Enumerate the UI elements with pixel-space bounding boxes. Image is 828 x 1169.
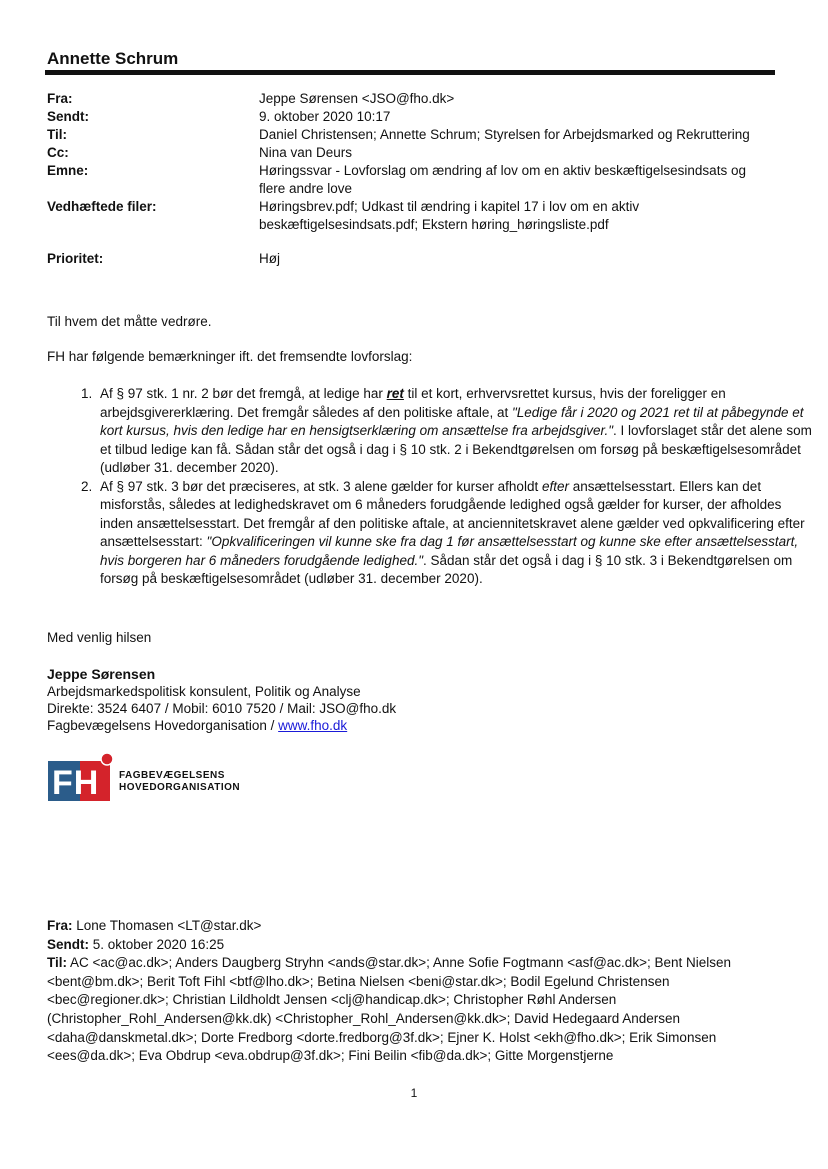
from-value: Jeppe Sørensen <JSO@fho.dk> — [259, 91, 455, 106]
subject-value: Høringssvar - Lovforslag om ændring af lov om en aktiv beskæftigelsesindsats og flere andre love — [259, 163, 746, 196]
header-cc — [47, 144, 777, 162]
forward-sent: Sendt: 5. oktober 2020 16:25 — [47, 936, 225, 952]
header-subject — [47, 162, 777, 198]
emphasis-ret: ret — [386, 386, 404, 401]
signature-name: Jeppe Sørensen — [47, 666, 156, 682]
signature-org: Fagbevægelsens Hovedorganisation / www.fho.dk — [47, 718, 348, 733]
svg-text:FAGBEVÆGELSENS: FAGBEVÆGELSENS — [119, 770, 225, 781]
remarks-list — [47, 385, 818, 589]
quote-1: "Ledige får i 2020 og 2021 ret til at påbegynde et kort kursus, hvis den ledige har en hensigtserklæring om ansættelse fra arbejdsgiver." — [100, 404, 804, 438]
forwarded-header — [47, 917, 777, 1066]
cc-value: Nina van Deurs — [259, 145, 353, 160]
emphasis-efter: efter — [541, 478, 569, 494]
greeting: Til hvem det måtte vedrøre. — [47, 314, 212, 329]
header-from — [47, 90, 777, 108]
header-attachments — [47, 198, 777, 234]
attachments-value: Høringsbrev.pdf; Udkast til ændring i kapitel 17 i lov om en aktiv beskæftigelsesindsats.pdf; Ekstern høring_høringsliste.pdf — [259, 199, 640, 232]
attachments-label: Vedhæftede filer: — [47, 199, 157, 214]
closing: Med venlig hilsen — [47, 630, 152, 645]
subject-label: Emne: — [47, 163, 89, 178]
priority-label: Prioritet: — [47, 251, 104, 266]
intro-paragraph: FH har følgende bemærkninger ift. det fremsendte lovforslag: — [47, 349, 413, 364]
to-value: Daniel Christensen; Annette Schrum; Styrelsen for Arbejdsmarked og Rekruttering — [259, 127, 750, 142]
to-label: Til: — [47, 127, 67, 142]
sender-name: Annette Schrum — [47, 49, 179, 68]
sent-label: Sendt: — [47, 109, 89, 124]
email-header — [47, 90, 777, 268]
forward-from: Fra: Lone Thomasen <LT@star.dk> — [47, 918, 262, 933]
header-priority — [47, 250, 777, 268]
header-sent — [47, 108, 777, 126]
header-to — [47, 126, 777, 144]
svg-text:FH: FH — [52, 764, 100, 802]
remark-item-2: 2. Af § 97 stk. 3 bør det præciseres, at stk. 3 alene gælder for kurser afholdt efter ansættelsesstart. Ellers kan det misforstås, således at ledighedskravet om 6 måneders forudgående ledighed også gælder for kurser, der afholdes inden ansættelsesstart. Det fremgår af den politiske aftale, at anciennitetskravet alene gælder ved opkvalificering efter ansættelsesstart: "Opkvalificeringen vil kunne ske fra dag 1 før ansættelsesstart og kunne ske efter ansættelsesstart, hvis borgeren har 6 måneders forudgående ledighed.". Sådan står det også i dag i § 10 stk. 3 i Bekendtgørelsen om forsøg på beskæftigelsesområdet (udløber 31. december 2020). — [96, 478, 818, 589]
signature-contact: Direkte: 3524 6407 / Mobil: 6010 7520 / Mail: JSO@fho.dk — [47, 701, 397, 716]
fh-logo — [47, 752, 277, 804]
quote-2: "Opkvalificeringen vil kunne ske fra dag 1 før ansættelsesstart og kunne ske efter ansættelsesstart, hvis borgeren har 6 måneders forudgående ledighed." — [100, 534, 799, 568]
signature-title: Arbejdsmarkedspolitisk konsulent, Politik og Analyse — [47, 684, 361, 699]
forward-to: Til: AC <ac@ac.dk>; Anders Daugberg Stryhn <ands@star.dk>; Anne Sofie Fogtmann <asf@ac.dk>; Bent Nielsen <bent@bm.dk>; Berit Toft Fihl <btf@lho.dk>; Betina Nielsen <beni@star.dk>; Bodil Egelund Christensen <bec@regioner.dk>; Christian Lildholdt Jensen <clj@handicap.dk>; Christopher Røhl Andersen (Christopher_Rohl_Andersen@kk.dk) <Christopher_Rohl_Andersen@kk.dk>; David Hedegaard Andersen <daha@danskmetal.dk>; Dorte Fredborg <dorte.fredborg@3f.dk>; Ejner K. Holst <ekh@fho.dk>; Erik Simonsen <ees@da.dk>; Eva Obdrup <eva.obdrup@3f.dk>; Fini Beilin <fib@da.dk>; Gitte Morgenstjerne — [47, 955, 731, 1064]
header-rule — [45, 70, 775, 75]
page-number: 1 — [410, 1086, 418, 1100]
cc-label: Cc: — [47, 145, 69, 160]
signature — [47, 666, 396, 734]
priority-value: Høj — [259, 251, 280, 266]
website-link[interactable]: www.fho.dk — [278, 718, 348, 733]
sent-value: 9. oktober 2020 10:17 — [259, 109, 391, 124]
svg-text:HOVEDORGANISATION: HOVEDORGANISATION — [119, 782, 241, 793]
remark-item-1: 1. Af § 97 stk. 1 nr. 2 bør det fremgå, at ledige har ret til et kort, erhvervsrettet kursus, hvis der foreligger en arbejdsgivererklæring. Det fremgår således af den politiske aftale, at "Ledige får i 2020 og 2021 ret til at påbegynde et kort kursus, hvis den ledige har en hensigtserklæring om ansættelse fra arbejdsgiver.". I lovforslaget står det alene som et tilbud ledige kan få. Sådan står det også i dag i § 10 stk. 2 i Bekendtgørelsen om forsøg på beskæftigelsesområdet (udløber 31. december 2020). — [96, 385, 818, 478]
from-label: Fra: — [47, 91, 73, 106]
